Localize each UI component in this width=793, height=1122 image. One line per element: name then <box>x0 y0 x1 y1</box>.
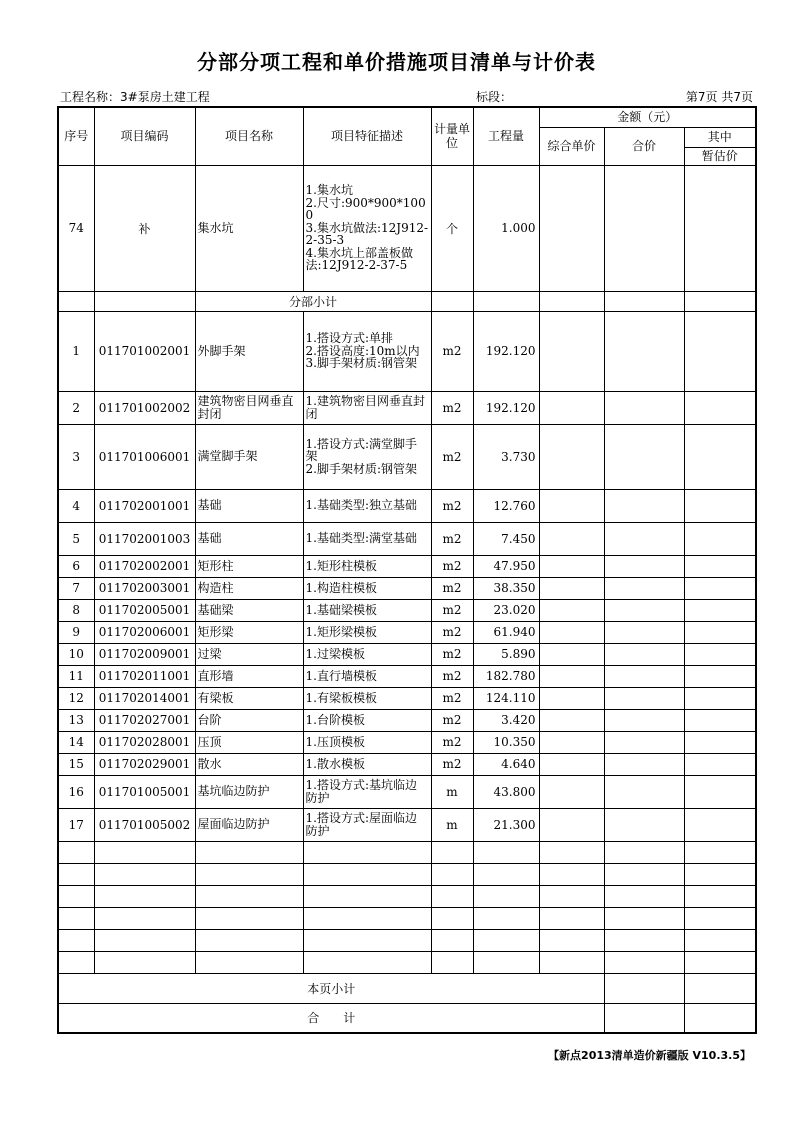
row-unit: m2 <box>431 621 473 643</box>
row-qty: 38.350 <box>473 577 539 599</box>
row-desc: 1.建筑物密目网垂直封闭 <box>303 391 431 424</box>
row-code: 011702027001 <box>94 709 195 731</box>
table-row <box>58 311 756 391</box>
row-desc: 1.压顶模板 <box>303 731 431 753</box>
row-seq: 6 <box>58 555 94 577</box>
subtotal-label: 分部小计 <box>195 291 431 311</box>
row-seq: 1 <box>58 311 94 391</box>
row-seq: 74 <box>58 165 94 291</box>
row-qty: 192.120 <box>473 391 539 424</box>
row-name: 满堂脚手架 <box>195 424 303 489</box>
row-unit: m <box>431 775 473 808</box>
row-desc: 1.搭设方式:基坑临边防护 <box>303 775 431 808</box>
row-name: 过梁 <box>195 643 303 665</box>
row-unit: m2 <box>431 391 473 424</box>
row-qty: 23.020 <box>473 599 539 621</box>
header-seq: 序号 <box>58 107 94 165</box>
grand-total-row <box>58 1003 756 1033</box>
row-code: 011702029001 <box>94 753 195 775</box>
header-unit-price: 综合单价 <box>539 127 604 165</box>
header-provisional: 暂估价 <box>684 147 756 165</box>
table-row <box>58 621 756 643</box>
row-qty: 192.120 <box>473 311 539 391</box>
row-code: 011702028001 <box>94 731 195 753</box>
header-qty: 工程量 <box>473 107 539 165</box>
header-name: 项目名称 <box>195 107 303 165</box>
row-code: 011702006001 <box>94 621 195 643</box>
header-amount: 金额（元） <box>539 107 756 127</box>
row-seq: 16 <box>58 775 94 808</box>
table-row <box>58 687 756 709</box>
row-desc: 1.搭设方式:屋面临边防护 <box>303 808 431 841</box>
row-unit: m2 <box>431 665 473 687</box>
subtotal-row <box>58 291 756 311</box>
row-seq: 4 <box>58 489 94 522</box>
row-seq: 2 <box>58 391 94 424</box>
row-code: 011702001003 <box>94 522 195 555</box>
row-name: 集水坑 <box>195 165 303 291</box>
row-unit: m2 <box>431 489 473 522</box>
row-unit: 个 <box>431 165 473 291</box>
table-row <box>58 808 756 841</box>
row-desc: 1.台阶模板 <box>303 709 431 731</box>
row-qty: 61.940 <box>473 621 539 643</box>
row-seq: 5 <box>58 522 94 555</box>
row-unit: m <box>431 808 473 841</box>
row-name: 台阶 <box>195 709 303 731</box>
row-qty: 43.800 <box>473 775 539 808</box>
row-name: 基础梁 <box>195 599 303 621</box>
row-desc: 1.散水模板 <box>303 753 431 775</box>
table-row <box>58 599 756 621</box>
page-subtotal-row <box>58 973 756 1003</box>
row-qty: 4.640 <box>473 753 539 775</box>
table-row <box>58 165 756 291</box>
row-unit: m2 <box>431 643 473 665</box>
row-qty: 5.890 <box>473 643 539 665</box>
page-subtotal-label: 本页小计 <box>58 973 604 1003</box>
header-desc: 项目特征描述 <box>303 107 431 165</box>
table-row <box>58 775 756 808</box>
row-code: 011701006001 <box>94 424 195 489</box>
row-qty: 10.350 <box>473 731 539 753</box>
section-label: 标段： <box>476 90 513 104</box>
software-version: 【新点2013清单造价新疆版 V10.3.5】 <box>548 1049 751 1062</box>
row-seq: 10 <box>58 643 94 665</box>
row-seq: 15 <box>58 753 94 775</box>
row-qty: 7.450 <box>473 522 539 555</box>
page-title: 分部分项工程和单价措施项目清单与计价表 <box>197 50 596 74</box>
table-row <box>58 555 756 577</box>
header-of-which: 其中 <box>684 127 756 147</box>
header-code: 项目编码 <box>94 107 195 165</box>
header-unit: 计量单位 <box>431 107 473 165</box>
row-name: 散水 <box>195 753 303 775</box>
row-seq: 9 <box>58 621 94 643</box>
row-code: 补 <box>94 165 195 291</box>
project-name: 工程名称：3#泵房土建工程 <box>60 90 210 104</box>
row-code: 011702002001 <box>94 555 195 577</box>
row-unit: m2 <box>431 599 473 621</box>
row-code: 011702011001 <box>94 665 195 687</box>
table-row <box>58 731 756 753</box>
row-qty: 124.110 <box>473 687 539 709</box>
row-code: 011701005002 <box>94 808 195 841</box>
row-desc: 1.矩形柱模板 <box>303 555 431 577</box>
table-row <box>58 424 756 489</box>
row-qty: 12.760 <box>473 489 539 522</box>
row-name: 矩形柱 <box>195 555 303 577</box>
row-desc: 1.基础类型:满堂基础 <box>303 522 431 555</box>
table-row <box>58 753 756 775</box>
page-number: 第7页 共7页 <box>685 90 753 104</box>
table-row <box>58 709 756 731</box>
row-qty: 21.300 <box>473 808 539 841</box>
grand-total-label: 合 计 <box>58 1003 604 1033</box>
row-code: 011701002001 <box>94 311 195 391</box>
row-name: 基坑临边防护 <box>195 775 303 808</box>
row-desc: 1.直行墙模板 <box>303 665 431 687</box>
row-desc: 1.集水坑 2.尺寸:900*900*1000 3.集水坑做法:12J912-2-35-3 4.集水坑上部盖板做法:12J912-2-37-5 <box>303 165 431 291</box>
row-unit: m2 <box>431 687 473 709</box>
row-code: 011702009001 <box>94 643 195 665</box>
row-unit: m2 <box>431 753 473 775</box>
row-desc: 1.矩形梁模板 <box>303 621 431 643</box>
table-row <box>58 665 756 687</box>
row-desc: 1.有梁板模板 <box>303 687 431 709</box>
row-name: 屋面临边防护 <box>195 808 303 841</box>
row-desc: 1.基础类型:独立基础 <box>303 489 431 522</box>
row-name: 建筑物密目网垂直封闭 <box>195 391 303 424</box>
row-code: 011701005001 <box>94 775 195 808</box>
table-row <box>58 643 756 665</box>
row-seq: 14 <box>58 731 94 753</box>
row-unit: m2 <box>431 555 473 577</box>
row-name: 构造柱 <box>195 577 303 599</box>
row-qty: 182.780 <box>473 665 539 687</box>
row-code: 011702003001 <box>94 577 195 599</box>
row-unit: m2 <box>431 577 473 599</box>
row-unit: m2 <box>431 311 473 391</box>
row-qty: 3.730 <box>473 424 539 489</box>
row-desc: 1.构造柱模板 <box>303 577 431 599</box>
row-code: 011702014001 <box>94 687 195 709</box>
row-name: 压顶 <box>195 731 303 753</box>
row-desc: 1.搭设方式:单排 2.搭设高度:10m以内 3.脚手架材质:钢管架 <box>303 311 431 391</box>
row-code: 011701002002 <box>94 391 195 424</box>
row-name: 直形墙 <box>195 665 303 687</box>
header-total: 合价 <box>604 127 684 165</box>
row-desc: 1.过梁模板 <box>303 643 431 665</box>
row-code: 011702001001 <box>94 489 195 522</box>
row-desc: 1.基础梁模板 <box>303 599 431 621</box>
row-seq: 13 <box>58 709 94 731</box>
row-unit: m2 <box>431 731 473 753</box>
row-desc: 1.搭设方式:满堂脚手架 2.脚手架材质:钢管架 <box>303 424 431 489</box>
table-row <box>58 489 756 522</box>
row-seq: 7 <box>58 577 94 599</box>
row-code: 011702005001 <box>94 599 195 621</box>
row-qty: 3.420 <box>473 709 539 731</box>
row-name: 有梁板 <box>195 687 303 709</box>
row-unit: m2 <box>431 709 473 731</box>
row-seq: 3 <box>58 424 94 489</box>
table-row <box>58 577 756 599</box>
row-unit: m2 <box>431 522 473 555</box>
row-qty: 1.000 <box>473 165 539 291</box>
row-name: 外脚手架 <box>195 311 303 391</box>
row-name: 矩形梁 <box>195 621 303 643</box>
bill-table <box>57 106 757 1034</box>
table-row <box>58 522 756 555</box>
row-seq: 12 <box>58 687 94 709</box>
row-unit: m2 <box>431 424 473 489</box>
row-name: 基础 <box>195 522 303 555</box>
row-name: 基础 <box>195 489 303 522</box>
row-seq: 8 <box>58 599 94 621</box>
row-qty: 47.950 <box>473 555 539 577</box>
row-seq: 11 <box>58 665 94 687</box>
row-seq: 17 <box>58 808 94 841</box>
table-row <box>58 391 756 424</box>
